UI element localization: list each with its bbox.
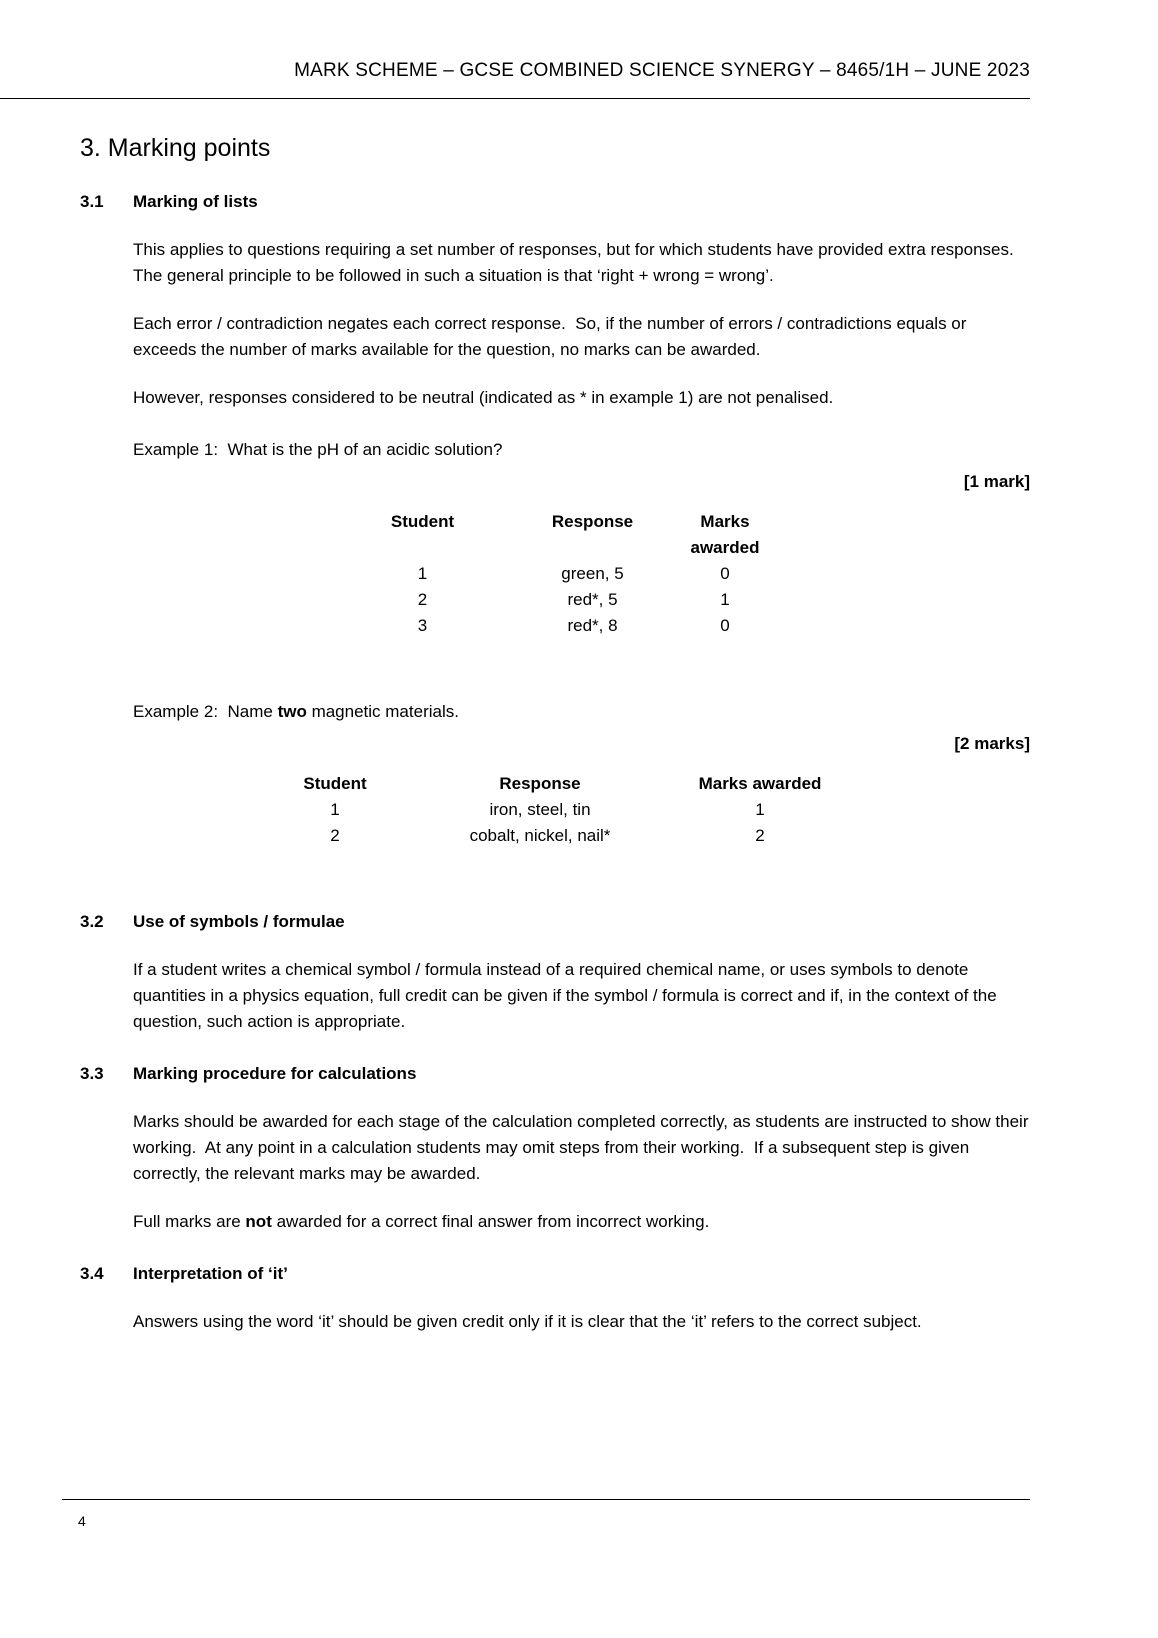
section-title: Use of symbols / formulae [133, 912, 345, 931]
table-header-row [245, 771, 865, 797]
header-title: MARK SCHEME – GCSE COMBINED SCIENCE SYNERGY – 8465/1H – JUNE 2023 [294, 60, 1030, 81]
cell-marks: 0 [720, 616, 730, 635]
section-title: Interpretation of ‘it’ [133, 1264, 288, 1283]
section-3-4-heading [80, 1261, 1030, 1287]
document-title: 3. Marking points [80, 134, 271, 162]
table-row [245, 823, 865, 849]
example-1-marks: [1 mark] [963, 472, 1030, 491]
column-header: Marks awarded [690, 512, 760, 557]
label-text: magnetic materials. [306, 702, 459, 721]
section-3-1 [80, 189, 1030, 849]
table-row [245, 797, 865, 823]
cell-response: cobalt, nickel, nail* [469, 826, 611, 845]
section-3-1-heading [80, 189, 1030, 215]
cell-student: 1 [417, 564, 428, 583]
table-row [338, 561, 773, 587]
cell-response: green, 5 [561, 564, 624, 583]
table-row [338, 587, 773, 613]
document-footer [0, 1499, 1158, 1638]
paragraph: Answers using the word ‘it’ should be given credit only if it is clear that the ‘it’ refers to the correct subject. [133, 1312, 922, 1331]
section-number: 3.4 [80, 1264, 104, 1283]
paragraph: However, responses considered to be neutral (indicated as * in example 1) are not penalised. [133, 388, 834, 407]
section-number: 3.2 [80, 912, 104, 931]
section-number: 3.1 [80, 192, 104, 211]
document-header [0, 0, 1158, 84]
section-title: Marking procedure for calculations [133, 1064, 417, 1083]
cell-marks: 1 [755, 800, 765, 819]
paragraph: If a student writes a chemical symbol / formula instead of a required chemical name, or uses symbols to denote quantities in a physics equation, full credit can be given if the symbol / formula is correct and if, in the context of the question, such action is appropriate. [133, 960, 1002, 1031]
cell-marks: 2 [755, 826, 765, 845]
column-header: Student [303, 774, 367, 793]
cell-student: 1 [330, 800, 340, 819]
table-header-row [338, 509, 773, 561]
section-3-2 [80, 909, 1030, 1035]
cell-marks: 1 [720, 590, 730, 609]
cell-student: 3 [417, 616, 428, 635]
section-3-4 [80, 1261, 1030, 1335]
page-number: 4 [78, 1513, 86, 1529]
table-row [338, 613, 773, 639]
section-title: Marking of lists [133, 192, 258, 211]
column-header: Response [551, 512, 634, 531]
cell-response: iron, steel, tin [489, 800, 591, 819]
paragraph-text: awarded for a correct final answer from incorrect working. [271, 1212, 710, 1231]
example-2-label [133, 699, 1030, 725]
label-bold-text: two [277, 702, 307, 721]
paragraph-text: Full marks are [133, 1212, 246, 1231]
section-3-3 [80, 1061, 1034, 1235]
example-2-table [245, 771, 865, 849]
section-3-2-heading [80, 909, 1030, 935]
column-header: Student [390, 512, 455, 531]
example-1-label: Example 1: What is the pH of an acidic solution? [133, 440, 503, 459]
cell-student: 2 [417, 590, 428, 609]
column-header: Marks awarded [698, 774, 822, 793]
section-3-3-heading [80, 1061, 1030, 1087]
example-1-table [338, 509, 773, 639]
document-content [0, 99, 1158, 1335]
paragraph: Each error / contradiction negates each correct response. So, if the number of errors / contradictions equals or exceeds the number of marks available for the question, no marks can be awarded. [133, 314, 972, 359]
example-2-marks: [2 marks] [954, 734, 1030, 753]
section-number: 3.3 [80, 1064, 104, 1083]
label-text: Example 2: Name [133, 702, 278, 721]
paragraph: Marks should be awarded for each stage of the calculation completed correctly, as students are instructed to show their working. At any point in a calculation students may omit steps from their working. If a subsequent step is given correctly, the relevant marks may be awarded. [133, 1112, 1034, 1183]
column-header: Response [499, 774, 581, 793]
cell-student: 2 [330, 826, 340, 845]
cell-marks: 0 [720, 564, 730, 583]
paragraph-bold-text: not [245, 1212, 272, 1231]
cell-response: red*, 5 [567, 590, 618, 609]
cell-response: red*, 8 [567, 616, 618, 635]
paragraph [133, 1209, 1030, 1235]
paragraph: This applies to questions requiring a set number of responses, but for which students have provided extra responses. The general principle to be followed in such a situation is that ‘right + wrong = wrong’. [133, 240, 1023, 285]
